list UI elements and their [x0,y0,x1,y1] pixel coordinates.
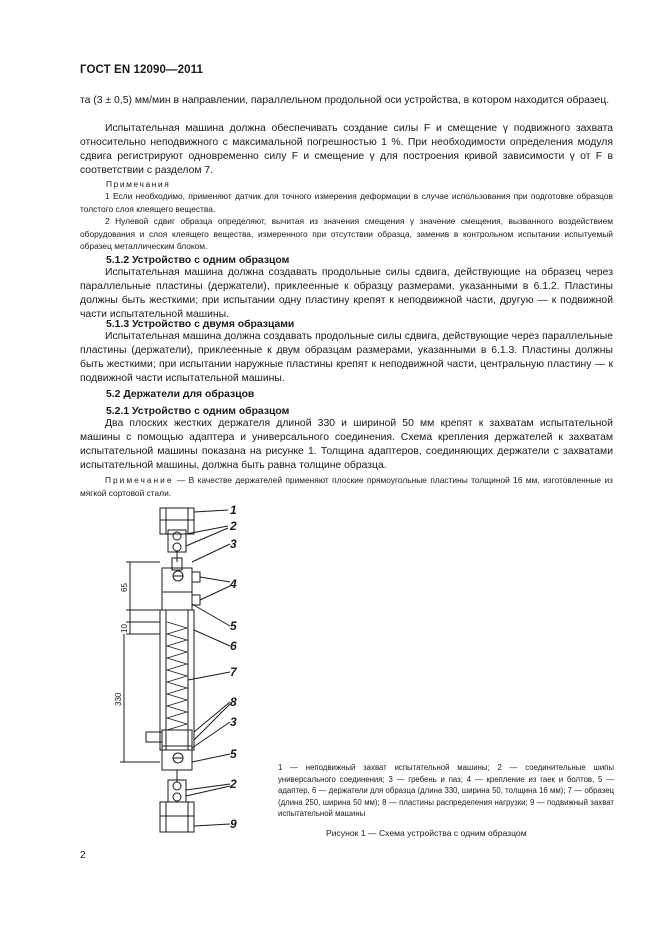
movable-grip-shape [160,802,194,832]
page-number: 2 [80,850,86,861]
section-5-1-2-title: 5.1.2 Устройство с одним образцом [106,255,290,266]
callout-6: 6 [230,639,237,653]
pin-block-top [168,530,186,552]
holder-note [80,474,613,499]
dim-330: 330 [114,692,123,706]
callout-5-top: 5 [230,619,237,633]
callout-5-bottom: 5 [230,747,237,761]
paragraph-machine-requirements: Испытательная машина должна обеспечивать создание силы F и смещение γ подвижного захвата относительно неподвижного с максимальной погрешностью 1 %. При необходимости определения модуля сдвига регистрируют одновременно силу F и смещение γ для построения кривой зависимости γ от F в соответствии с разделом 7. [80,123,613,176]
figure-1-diagram [100,500,260,845]
section-5-2-title: 5.2 Держатели для образцов [106,389,255,400]
notes-heading: Примечания [106,179,171,189]
callout-2-top: 2 [230,519,237,533]
section-5-1-2-text: Испытательная машина должна создавать продольные силы сдвига, действующие на образец через параллельные пластины (держатели), приклеенные к образцу размерами, указанными в 6.1.2. Пластины должны быть жесткими; при испытании одну пластину крепят к неподвижной части, другую — к подвижной части испытательной машины. [80,267,613,320]
holder-note-text: — В качестве держателей применяют плоские прямоугольные пластины толщиной 16 мм, изготовленные из мягкой сортовой стали. [80,475,613,498]
adapter-top [162,568,192,610]
dim-10: 10 [120,624,129,633]
figure-legend: 1 — неподвижный захват испытательной машины; 2 — соединительные шипы универсального соединения; 3 — гребень и паз; 4 — крепление из гаек и болтов, 5 — адаптер, 6 — держатели для образца (длина 330, ширина 50, толщина 16 мм); 7 — образец (длина 250, ширина 50 мм); 8 — пластины распределения нагрузки; 9 — подвижный захват испытательной машины [278,763,614,818]
section-5-1-3-title: 5.1.3 Устройство с двумя образцами [106,319,295,330]
section-5-2-1-title: 5.2.1 Устройство с одним образцом [106,406,290,417]
callout-3-top: 3 [230,537,237,551]
specimen-hatching [167,622,187,730]
note-1: 1 Если необходимо, применяют датчик для точного измерения деформации в случае использования при подготовке образцов толстого слоя клеящего вещества. [80,191,613,214]
section-5-2-1-text: Два плоских жестких держателя длиной 330 и шириной 50 мм крепят к захватам испытательной машины с помощью адаптера и универсального соединения. Схема крепления держателей к захватам испытательной машины показана на рисунке 1. Толщина адаптеров, соединяющих держатели с захватами испытательной машины, должна быть равна толщине образца. [80,418,613,471]
paragraph-continuation: та (3 ± 0,5) мм/мин в направлении, параллельном продольной оси устройства, в котором находится образец. [80,95,610,106]
callout-1: 1 [230,503,237,517]
dim-65: 65 [120,583,129,592]
callout-8: 8 [230,695,237,709]
note-2: 2 Нулевой сдвиг образца определяют, вычитая из значения смещения γ значение смещения, вызванного воздействием оборудования и слоя клеящего вещества, измеренного при отсутствии образца, заменив в контрольном испытании испытуемый образец металлическим блоком. [80,216,613,251]
callout-7: 7 [230,665,237,679]
pin-block-bottom [168,780,186,802]
callout-3-bottom: 3 [230,715,237,729]
figure-caption: Рисунок 1 — Схема устройства с одним образцом [326,828,527,838]
callout-2-bottom: 2 [230,777,237,791]
page-header: ГОСТ EN 12090—2011 [80,64,203,76]
callout-9: 9 [230,817,237,831]
section-5-1-3-text: Испытательная машина должна создавать продольные силы сдвига, действующие через параллельные пластины (держатели), приклеенные к двум образцам размерами, указанными в 6.1.3. Пластины должны быть жесткими; при испытании наружные пластины крепят к неподвижной части, центральную пластину — к подвижной части испытательной машины. [80,331,613,384]
holder-note-label: Примечание [105,475,174,485]
callout-4: 4 [230,577,237,591]
